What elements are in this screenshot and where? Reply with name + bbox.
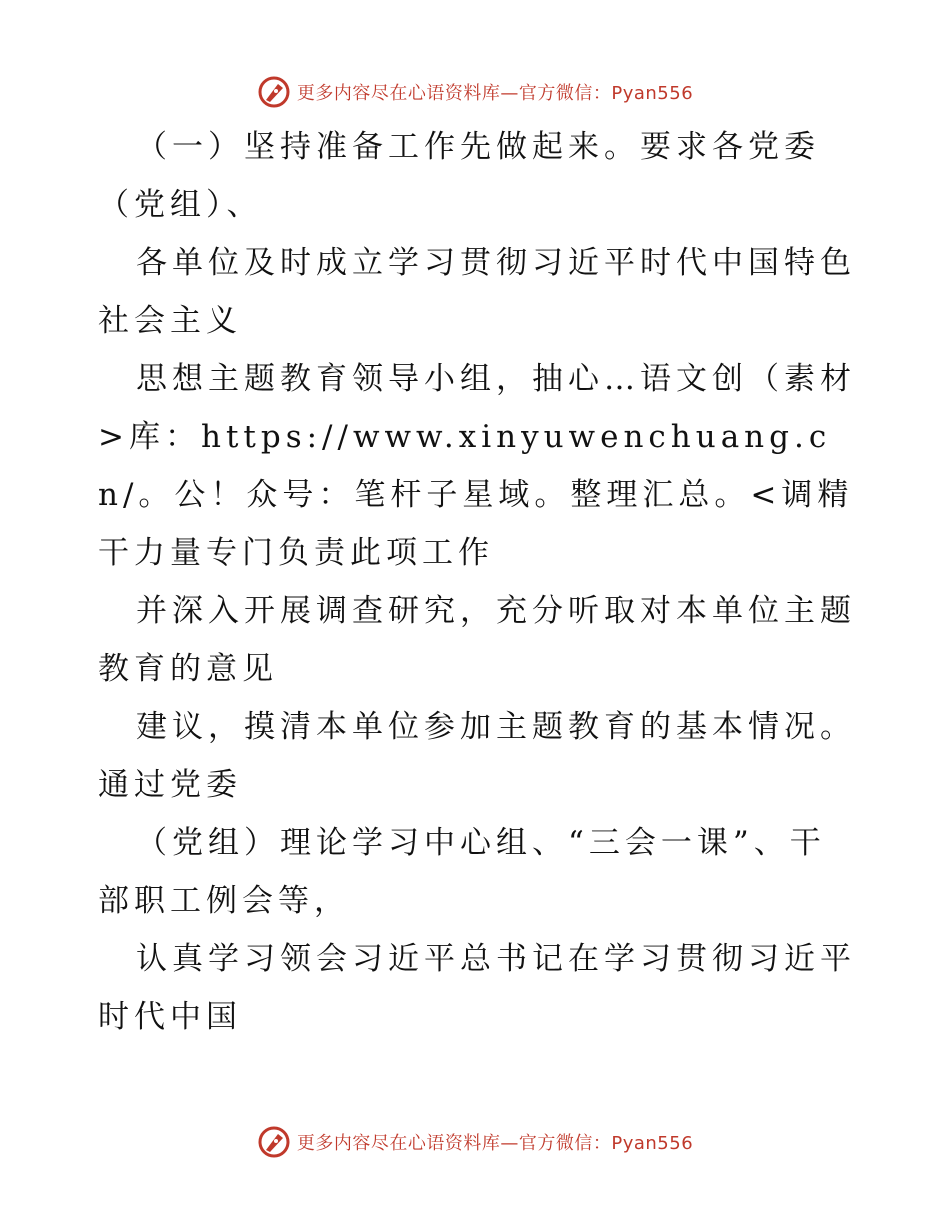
paragraph: 并深入开展调查研究，充分听取对本单位主题教育的意见 <box>98 593 856 687</box>
paragraph: 建议，摸清本单位参加主题教育的基本情况。通过党委 <box>98 709 856 803</box>
paragraph: 思想主题教育领导小组，抽心…语文创（素材>库：https://www.xinyuwenchuang.cn/。公！众号：笔杆子星域。整理汇总。<调精干力量专门负责此项工作 <box>98 361 856 571</box>
header-watermark <box>0 72 950 112</box>
paragraph: （一）坚持准备工作先做起来。要求各党委（党组）、 <box>98 129 820 223</box>
document-body <box>98 118 858 1046</box>
footer-watermark <box>0 1122 950 1162</box>
paragraph: 认真学习领会习近平总书记在学习贯彻习近平时代中国 <box>98 941 856 1035</box>
watermark-text: 更多内容尽在心语资料库—官方微信：Pyan556 <box>296 1133 694 1154</box>
watermark-text: 更多内容尽在心语资料库—官方微信：Pyan556 <box>296 83 694 104</box>
paragraph: （党组）理论学习中心组、“三会一课”、干部职工例会等， <box>98 825 826 919</box>
pen-nib-circle-icon <box>257 75 291 109</box>
pen-nib-circle-icon <box>257 1125 291 1159</box>
paragraph: 各单位及时成立学习贯彻习近平时代中国特色社会主义 <box>98 245 856 339</box>
